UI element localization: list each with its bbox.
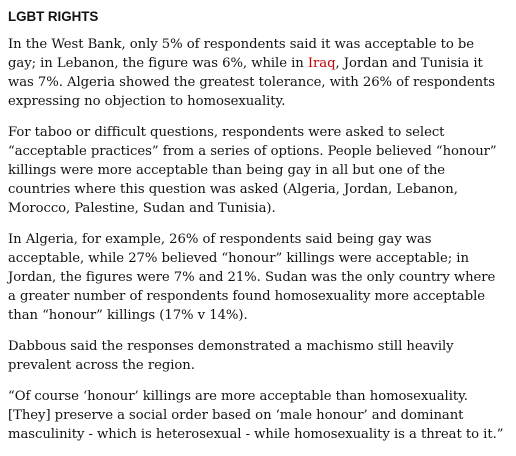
paragraph-text: , Jordan and Tunisia it was 7%. Algeria showed the greatest tolerance, with 26% of respondents expressing no objection to homosexuality. <box>8 56 496 109</box>
paragraph-west-bank <box>8 35 504 111</box>
paragraph-text: In the West Bank, only 5% of respondents said it was acceptable to be gay; in Lebanon, the figure was 6%, while in <box>8 37 475 71</box>
iraq-link[interactable]: Iraq <box>307 56 336 71</box>
paragraph-dabbous: Dabbous said the responses demonstrated a machismo still heavily prevalent across the region. <box>8 339 454 373</box>
paragraph-algeria-example: In Algeria, for example, 26% of respondents said being gay was acceptable, while 27% believed “honour” killings were acceptable; in Jordan, the figures were 7% and 21%. Sudan was the only country where a greater number of respondents found homosexuality more acceptable than “honour” killings (17% v 14%). <box>8 232 496 323</box>
paragraph-acceptable-practices: For taboo or difficult questions, respondents were asked to select “acceptable practices” from a series of options. People believed “honour” killings were more acceptable than being gay in all but one of the countries where this question was asked (Algeria, Jordan, Lebanon, Morocco, Palestine, Sudan and Tunisia). <box>8 125 497 216</box>
section-heading: LGBT RIGHTS <box>8 9 99 24</box>
paragraph-quote: “Of course ‘honour’ killings are more acceptable than homosexuality. [They] preserve a social order based on ‘male honour’ and dominant masculinity - which is heterosexual - while homosexuality is a threat to it.” <box>8 389 504 442</box>
